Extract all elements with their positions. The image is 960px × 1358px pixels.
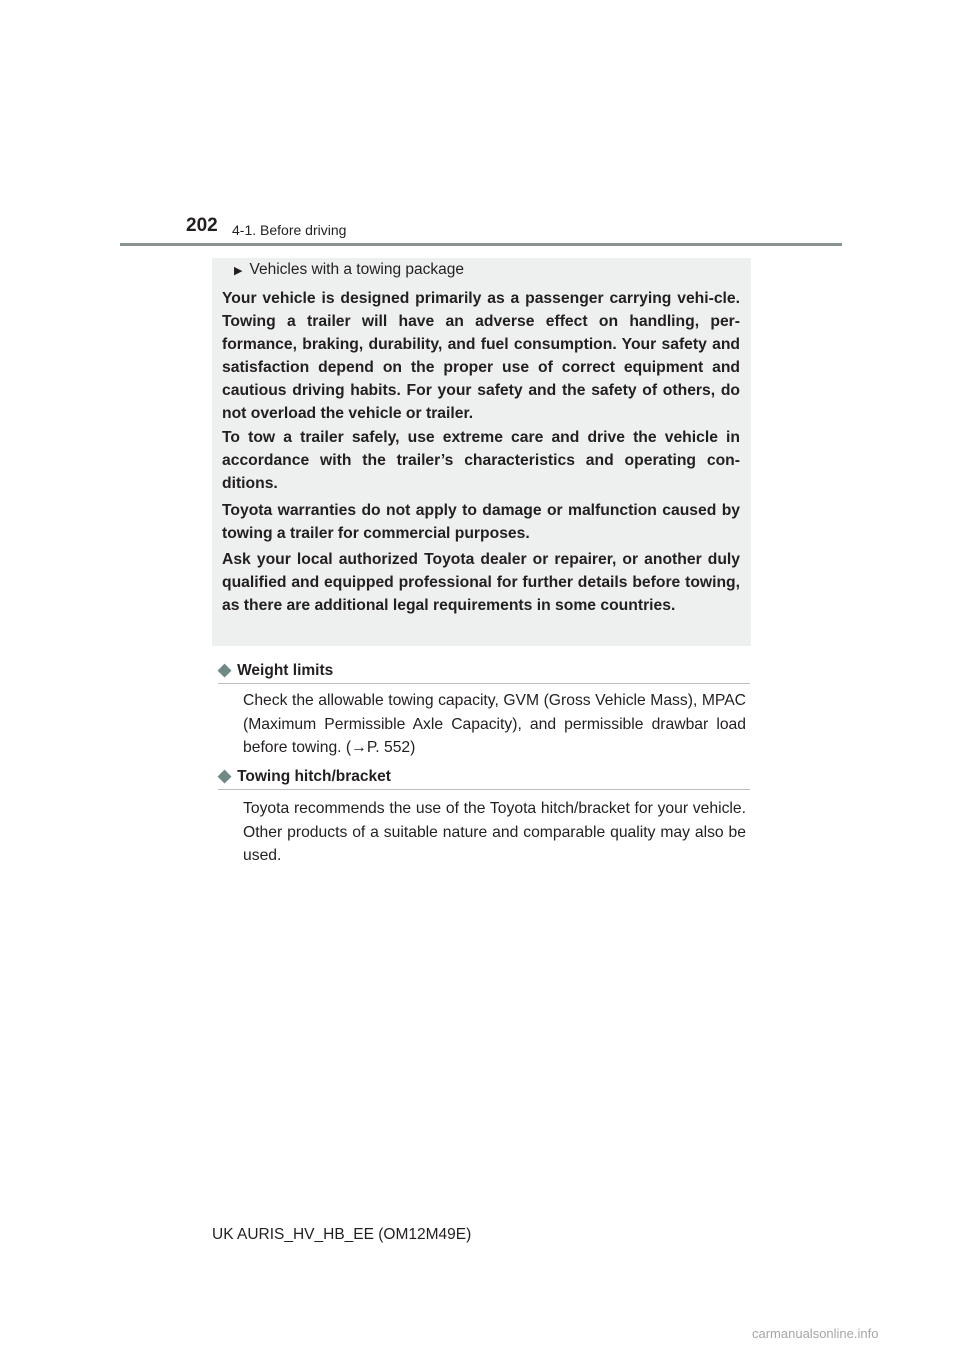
- notice-paragraph-2: To tow a trailer safely, use extreme care and drive the vehicle in accordance with the trailer’s characteristics and operating con-ditions.: [222, 429, 740, 492]
- diamond-icon: ◆: [218, 766, 232, 785]
- section-title: 4-1. Before driving: [232, 222, 347, 238]
- diamond-icon: ◆: [218, 660, 232, 679]
- weight-limits-body: Check the allowable towing capacity, GVM (Gross Vehicle Mass), MPAC (Maximum Permissible Axle Capacity), and permissible drawbar load before towing. (→P. 552): [243, 692, 746, 756]
- towing-hitch-body: Toyota recommends the use of the Toyota hitch/bracket for your vehicle. Other products of a suitable nature and comparable quality may also be used.: [243, 800, 746, 864]
- header-rule: [120, 243, 842, 246]
- notice-paragraph-4: Ask your local authorized Toyota dealer or repairer, or another duly qualified and equipped professional for further details before towing, as there are additional legal requirements in some countries.: [222, 551, 740, 614]
- footer-model-code: UK AURIS_HV_HB_EE (OM12M49E): [212, 1226, 472, 1243]
- watermark: carmanualsonline.info: [752, 1326, 879, 1341]
- notice-paragraph-1: Your vehicle is designed primarily as a passenger carrying vehi-cle. Towing a trailer will have an adverse effect on handling, per-formance, braking, durability, and fuel consumption. Your safety and satisfaction depend on the proper use of correct equipment and cautious driving habits. For your safety and the safety of others, do not overload the vehicle or trailer.: [222, 290, 740, 422]
- page-number: 202: [186, 215, 218, 236]
- weight-limits-heading: [218, 660, 750, 684]
- towing-hitch-heading: [218, 766, 750, 790]
- weight-limits-heading-text: Weight limits: [237, 662, 334, 679]
- notice-paragraph-3: Toyota warranties do not apply to damage or malfunction caused by towing a trailer for commercial purposes.: [222, 502, 740, 542]
- notice-box-heading: [234, 261, 464, 279]
- towing-hitch-heading-text: Towing hitch/bracket: [237, 768, 391, 785]
- notice-box-heading-text: Vehicles with a towing package: [249, 261, 465, 278]
- right-triangle-icon: ▶: [234, 265, 243, 277]
